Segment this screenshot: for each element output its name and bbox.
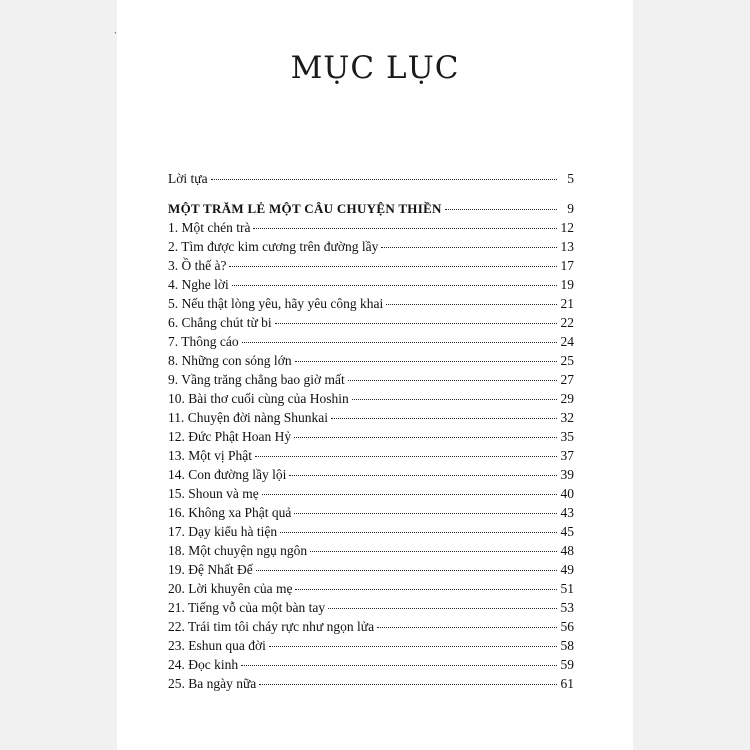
toc-page-number: 25	[560, 353, 574, 368]
page-title: MỤC LỤC	[290, 50, 460, 86]
toc-entry	[168, 218, 574, 237]
toc-entry	[168, 636, 574, 655]
toc-page-number: 48	[560, 543, 574, 558]
toc-page-number: 29	[560, 391, 574, 406]
toc-section-heading	[168, 199, 574, 218]
dot-leader	[295, 361, 557, 362]
dot-leader	[386, 304, 557, 305]
dot-leader	[242, 342, 557, 343]
toc-entry	[168, 484, 574, 503]
toc-page-number: 39	[560, 467, 574, 482]
toc-page-number: 13	[560, 239, 574, 254]
dot-leader	[232, 285, 557, 286]
toc-page-number: 59	[560, 657, 574, 672]
dot-leader	[289, 475, 557, 476]
dot-leader	[352, 399, 557, 400]
toc-entry-title: 13. Một vị Phật	[168, 448, 253, 463]
toc-page-number: 24	[560, 334, 574, 349]
toc-entry	[168, 617, 574, 636]
toc-entry	[168, 275, 574, 294]
toc-page-number: 40	[560, 486, 574, 501]
dot-leader	[328, 608, 557, 609]
toc-page-number: 21	[560, 296, 574, 311]
dot-leader	[294, 513, 557, 514]
toc-page-number: 49	[560, 562, 574, 577]
toc-entry	[168, 674, 574, 693]
toc-entry	[168, 446, 574, 465]
toc-entry	[168, 294, 574, 313]
toc-entry-title: 21. Tiếng vỗ của một bàn tay	[168, 600, 326, 615]
toc-entry-title: 1. Một chén trà	[168, 220, 251, 235]
corner-mark: `	[114, 31, 117, 41]
toc-page-number: 45	[560, 524, 574, 539]
toc-entry-title: 7. Thông cáo	[168, 334, 239, 349]
toc-entry-title: 15. Shoun và mẹ	[168, 486, 259, 501]
dot-leader	[377, 627, 557, 628]
toc-entry	[168, 579, 574, 598]
toc-entry	[168, 351, 574, 370]
toc-entry-title: 16. Không xa Phật quả	[168, 505, 292, 520]
toc-entry	[168, 332, 574, 351]
toc-page-number: 35	[560, 429, 574, 444]
toc-entry	[168, 541, 574, 560]
toc-page-number: 17	[560, 258, 574, 273]
toc-entry-title: 3. Ồ thế à?	[168, 258, 227, 273]
toc-page-number: 19	[560, 277, 574, 292]
toc-page-number: 43	[560, 505, 574, 520]
dot-leader	[229, 266, 557, 267]
toc-entry	[168, 655, 574, 674]
toc-entry	[168, 598, 574, 617]
toc-entry-title: 9. Vầng trăng chẳng bao giờ mất	[168, 372, 345, 387]
toc-entry-title: MỘT TRĂM LẺ MỘT CÂU CHUYỆN THIỀN	[168, 201, 442, 216]
toc-entry	[168, 427, 574, 446]
toc-entry	[168, 408, 574, 427]
toc-page-number: 27	[560, 372, 574, 387]
dot-leader	[348, 380, 557, 381]
toc-entry-title: Lời tựa	[168, 171, 208, 186]
toc-entry	[168, 560, 574, 579]
table-of-contents	[168, 169, 574, 693]
dot-leader	[211, 179, 557, 180]
toc-entry	[168, 465, 574, 484]
toc-entry-title: 22. Trái tim tôi cháy rực như ngọn lửa	[168, 619, 375, 634]
toc-page-number: 56	[560, 619, 574, 634]
toc-entry	[168, 169, 574, 188]
dot-leader	[294, 437, 557, 438]
toc-entry-title: 23. Eshun qua đời	[168, 638, 266, 653]
toc-entry-title: 25. Ba ngày nữa	[168, 676, 257, 691]
toc-entry	[168, 522, 574, 541]
toc-page-number: 5	[567, 171, 574, 186]
toc-entry	[168, 503, 574, 522]
toc-entry-title: 14. Con đường lầy lội	[168, 467, 287, 482]
toc-entry	[168, 237, 574, 256]
toc-entry-title: 11. Chuyện đời nàng Shunkai	[168, 410, 329, 425]
toc-entry-title: 20. Lời khuyên của mẹ	[168, 581, 293, 596]
dot-leader	[255, 456, 557, 457]
toc-entry-title: 8. Những con sóng lớn	[168, 353, 292, 368]
dot-leader	[256, 570, 557, 571]
toc-entry-title: 6. Chẳng chút từ bi	[168, 315, 272, 330]
toc-page-number: 37	[560, 448, 574, 463]
toc-entry-title: 2. Tìm được kim cương trên đường lầy	[168, 239, 379, 254]
toc-page-number: 32	[560, 410, 574, 425]
dot-leader	[331, 418, 557, 419]
toc-page-number: 22	[560, 315, 574, 330]
dot-leader	[381, 247, 557, 248]
toc-entry-title: 24. Đọc kinh	[168, 657, 239, 672]
dot-leader	[280, 532, 557, 533]
dot-leader	[310, 551, 557, 552]
toc-page-number: 9	[567, 201, 574, 216]
dot-leader	[295, 589, 557, 590]
book-page	[117, 0, 633, 750]
dot-leader	[253, 228, 557, 229]
toc-page-number: 61	[560, 676, 574, 691]
toc-entry	[168, 389, 574, 408]
dot-leader	[275, 323, 557, 324]
toc-entry-title: 4. Nghe lời	[168, 277, 229, 292]
toc-entry	[168, 370, 574, 389]
toc-entry-title: 5. Nếu thật lòng yêu, hãy yêu công khai	[168, 296, 384, 311]
dot-leader	[445, 209, 557, 210]
toc-entry-title: 19. Đệ Nhất Đế	[168, 562, 253, 577]
dot-leader	[262, 494, 557, 495]
toc-page-number: 51	[560, 581, 574, 596]
dot-leader	[241, 665, 557, 666]
toc-page-number: 12	[560, 220, 574, 235]
toc-page-number: 58	[560, 638, 574, 653]
dot-leader	[259, 684, 557, 685]
toc-entry	[168, 313, 574, 332]
toc-entry-title: 17. Dạy kiểu hà tiện	[168, 524, 278, 539]
toc-entry	[168, 256, 574, 275]
toc-entry-title: 10. Bài thơ cuối cùng của Hoshin	[168, 391, 349, 406]
toc-entry-title: 12. Đức Phật Hoan Hỷ	[168, 429, 292, 444]
toc-entry-title: 18. Một chuyện ngụ ngôn	[168, 543, 308, 558]
toc-page-number: 53	[560, 600, 574, 615]
dot-leader	[269, 646, 557, 647]
